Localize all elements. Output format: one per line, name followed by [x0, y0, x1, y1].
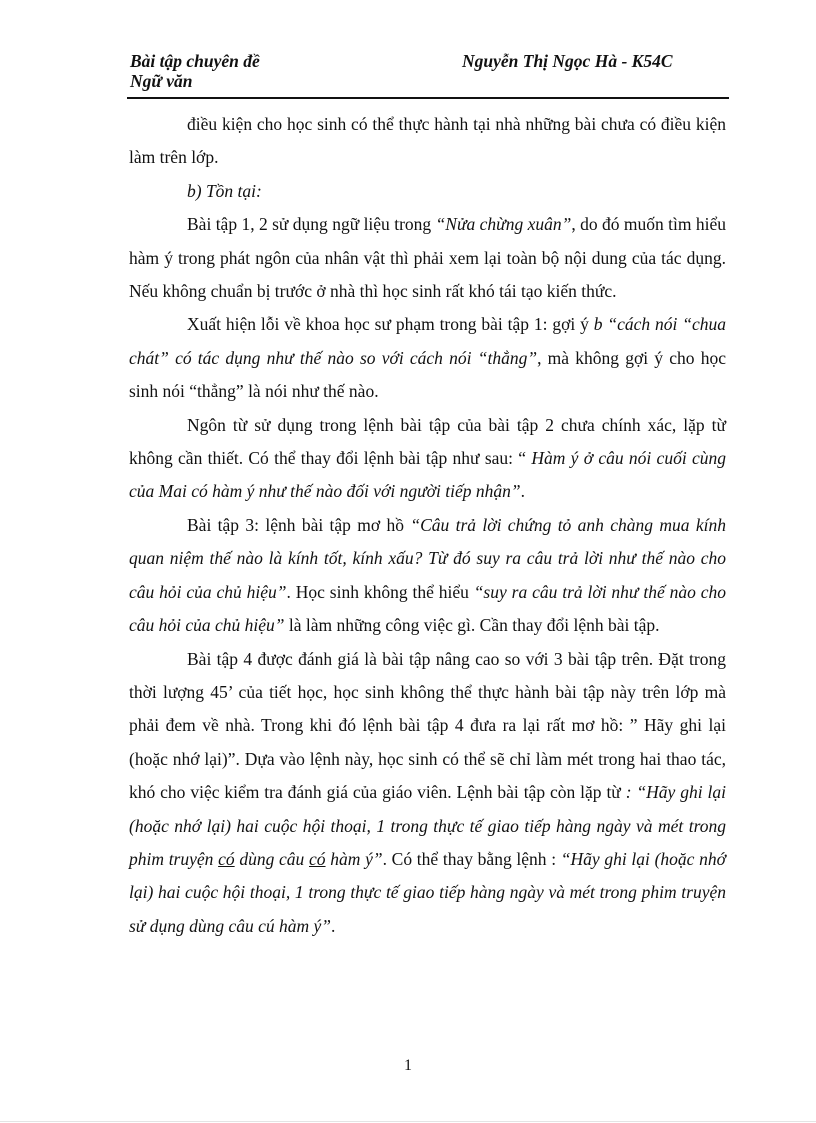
- quote-run: “Câu trả lời chứng tỏ anh chàng mua kính quan niệm thế nào là kính tốt, kính xấu? Từ đó suy ra câu trả lời như thế nào cho câu hỏi của chủ hiệu”: [129, 514, 726, 602]
- quote-run: Hàm ý ở câu nói cuối cùng của Mai có hàm ý như thế nào đối với người tiếp nhận”: [129, 448, 726, 502]
- header-subject-line2: Ngữ văn: [130, 71, 193, 91]
- text-run: , mà không gợi ý cho học sinh nói “thẳng” là nói như thế nào.: [129, 347, 727, 402]
- paragraph-1: điều kiện cho học sinh có thể thực hành tại nhà những bài chưa có điều kiện làm trên lớp.: [129, 114, 726, 168]
- header-subject-line1: Bài tập chuyên đề: [130, 51, 260, 71]
- underlined-word: có: [218, 848, 235, 869]
- page-header: [127, 47, 729, 99]
- quote-run: hàm ý”: [325, 848, 383, 869]
- paragraph-7: [129, 643, 726, 944]
- text-run: , do đó muốn tìm hiểu hàm ý trong phát ngôn của nhân vật thì phải xem lại toàn bộ nội dung của tác dụng. Nếu không chuẩn bị trước ở nhà thì học sinh rất khó tái tạo kiến thức.: [129, 214, 726, 302]
- quote-run: b “cách nói “chua chát” có tác dụng như thế nào so với cách nói “thẳng”: [129, 314, 726, 368]
- paragraph-6: [129, 509, 726, 643]
- quote-run: “Hãy ghi lại (hoặc nhớ lại) hai cuộc hội thoại, 1 trong thực tế giao tiếp hàng ngày và mét trong phim truyện sử dụng dùng câu cú hàm ý”: [129, 848, 726, 936]
- text-run: . Có thể thay bằng lệnh :: [382, 848, 561, 869]
- document-body: [129, 108, 726, 943]
- quote-run: : “Hãy ghi lại (hoặc nhớ lại) hai cuộc hội thoại, 1 trong thực tế giao tiếp hàng ngày và mét trong phim truyện: [129, 782, 726, 869]
- quote-run: “suy ra câu trả lời như thế nào cho câu hỏi của chủ hiệu”: [129, 581, 726, 636]
- text-run: là làm những công việc gì. Cần thay đổi lệnh bài tập.: [284, 615, 660, 636]
- text-run: .: [520, 481, 525, 502]
- text-run: .: [331, 915, 336, 936]
- paragraph-4: [129, 308, 726, 408]
- text-run: Xuất hiện lỗi về khoa học sư phạm trong bài tập 1: gợi ý: [187, 314, 594, 335]
- paragraph-ton-tai: [129, 175, 726, 208]
- text-run: . Học sinh không thể hiểu: [286, 581, 474, 602]
- quote-run: [218, 849, 235, 869]
- text-run: Bài tập 4 được đánh giá là bài tập nâng cao so với 3 bài tập trên. Đặt trong thời lượng 45’ của tiết học, học sinh không thể thực hành bài tập này trên lớp mà phải đem về nhà. Trong khi đó lệnh bài tập 4 đưa ra lại rất mơ hồ: ” Hãy ghi lại (hoặc nhớ lại)”. Dựa vào lệnh này, học sinh có thể sẽ chỉ làm mét trong hai thao tác, khó cho việc kiểm tra đánh giá của giáo viên. Lệnh bài tập còn lặp từ: [129, 648, 726, 803]
- quote-run: [309, 849, 326, 869]
- quote-run: dùng câu: [234, 848, 309, 869]
- header-author: Nguyễn Thị Ngọc Hà - K54C: [462, 51, 673, 71]
- text-run: Ngôn từ sử dụng trong lệnh bài tập của bài tập 2 chưa chính xác, lặp từ không cần thiết. Có thể thay đổi lệnh bài tập như sau: “: [129, 414, 726, 469]
- header-subject: [130, 51, 330, 91]
- section-heading: b) Tồn tại:: [187, 180, 262, 201]
- quote-run: “Nửa chừng xuân”: [435, 214, 572, 235]
- paragraph-3: [129, 208, 726, 308]
- text-run: Bài tập 1, 2 sử dụng ngữ liệu trong: [187, 214, 436, 235]
- text-run: Bài tập 3: lệnh bài tập mơ hồ: [187, 514, 411, 535]
- underlined-word: có: [309, 848, 326, 869]
- page-bottom-edge: [0, 1121, 816, 1122]
- page-number: 1: [404, 1057, 412, 1074]
- paragraph-5: [129, 409, 726, 509]
